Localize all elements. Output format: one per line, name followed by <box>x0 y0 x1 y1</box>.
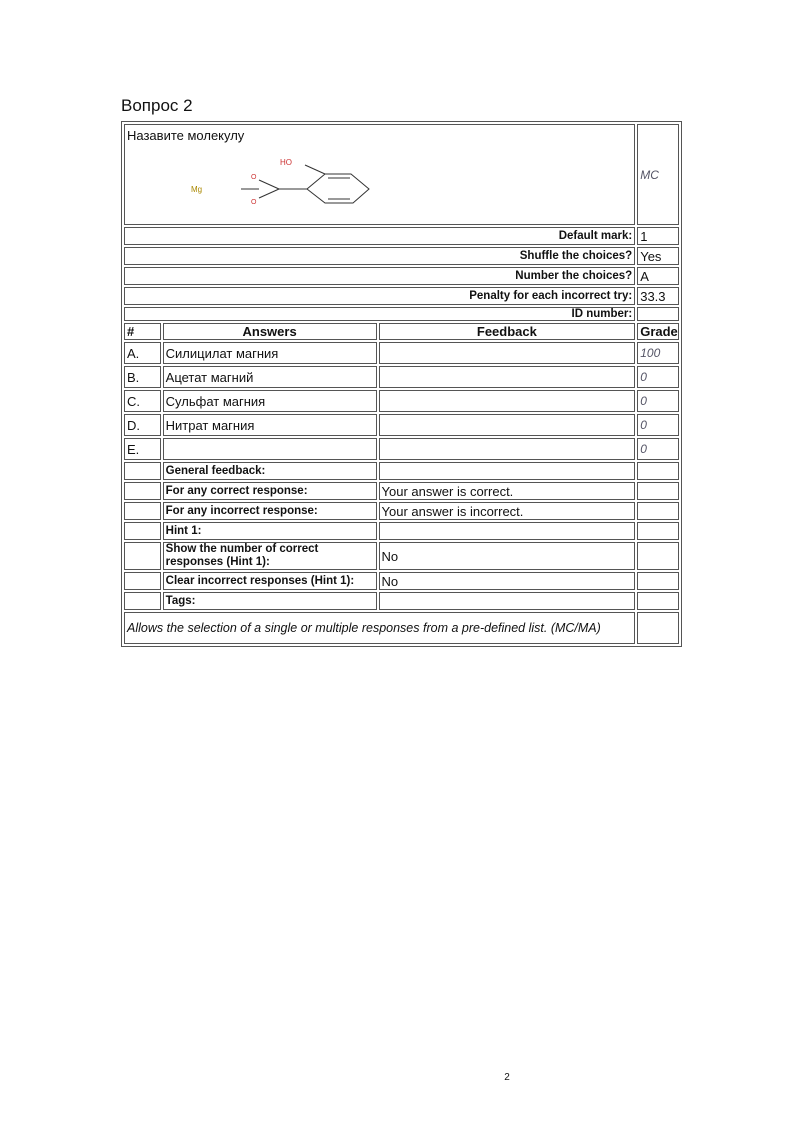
spacer-cell <box>637 462 679 480</box>
spacer-cell <box>637 572 679 590</box>
numbering-label: Number the choices? <box>124 267 635 285</box>
spacer-cell <box>124 522 161 540</box>
general-feedback-value <box>379 462 636 480</box>
spacer-cell <box>124 572 161 590</box>
answer-letter: C. <box>124 390 161 412</box>
answer-letter: E. <box>124 438 161 460</box>
header-feedback: Feedback <box>379 323 636 340</box>
spacer-cell <box>637 592 679 610</box>
spacer-cell <box>637 482 679 500</box>
answer-feedback <box>379 390 636 412</box>
incorrect-feedback-value: Your answer is incorrect. <box>379 502 636 520</box>
id-number-label: ID number: <box>124 307 635 321</box>
general-feedback-label: General feedback: <box>163 462 377 480</box>
id-number-value <box>637 307 679 321</box>
answer-text: Силицилат магния <box>163 342 377 364</box>
numbering-value: A <box>637 267 679 285</box>
answer-letter: D. <box>124 414 161 436</box>
question-type: MC <box>637 124 679 225</box>
molecule-image <box>183 153 383 213</box>
show-correct-count-value: No <box>379 542 636 570</box>
shuffle-value: Yes <box>637 247 679 265</box>
answer-text: Ацетат магний <box>163 366 377 388</box>
answer-grade: 0 <box>637 438 679 460</box>
answer-row <box>124 414 679 436</box>
question-text: Назавите молекулу <box>127 128 245 143</box>
header-grade: Grade <box>637 323 679 340</box>
spacer-cell <box>124 502 161 520</box>
answer-row <box>124 390 679 412</box>
header-num: # <box>124 323 161 340</box>
default-mark-value: 1 <box>637 227 679 245</box>
hydroxyl-label: HO <box>280 158 292 167</box>
incorrect-feedback-label: For any incorrect response: <box>163 502 377 520</box>
answer-grade: 0 <box>637 366 679 388</box>
penalty-value: 33.3 <box>637 287 679 305</box>
correct-feedback-value: Your answer is correct. <box>379 482 636 500</box>
spacer-cell <box>637 522 679 540</box>
answer-feedback <box>379 366 636 388</box>
answer-letter: A. <box>124 342 161 364</box>
spacer-cell <box>637 542 679 570</box>
tags-value <box>379 592 636 610</box>
show-correct-count-label: Show the number of correct responses (Hint 1): <box>163 542 377 570</box>
header-answers: Answers <box>163 323 377 340</box>
spacer-cell <box>637 502 679 520</box>
answer-feedback <box>379 438 636 460</box>
question-text-cell <box>124 124 635 225</box>
answer-grade: 0 <box>637 390 679 412</box>
answer-letter: B. <box>124 366 161 388</box>
question-title: Вопрос 2 <box>121 96 193 115</box>
shuffle-label: Shuffle the choices? <box>124 247 635 265</box>
question-type-description: Allows the selection of a single or multiple responses from a pre-defined list. (MC/MA) <box>124 612 635 644</box>
hint-label: Hint 1: <box>163 522 377 540</box>
hint-value <box>379 522 636 540</box>
tags-label: Tags: <box>163 592 377 610</box>
spacer-cell <box>124 462 161 480</box>
clear-incorrect-label: Clear incorrect responses (Hint 1): <box>163 572 377 590</box>
answer-row <box>124 438 679 460</box>
clear-incorrect-value: No <box>379 572 636 590</box>
spacer-cell <box>637 612 679 644</box>
answer-grade: 100 <box>637 342 679 364</box>
magnesium-label: Mg <box>191 185 203 194</box>
oxygen-top-label: O <box>251 174 257 181</box>
spacer-cell <box>124 542 161 570</box>
oxygen-bottom-label: O <box>251 199 257 206</box>
answer-row <box>124 342 679 364</box>
answer-row <box>124 366 679 388</box>
page-number: 2 <box>504 1072 510 1083</box>
spacer-cell <box>124 482 161 500</box>
correct-feedback-label: For any correct response: <box>163 482 377 500</box>
answer-feedback <box>379 342 636 364</box>
answer-grade: 0 <box>637 414 679 436</box>
spacer-cell <box>124 592 161 610</box>
answer-text: Сульфат магния <box>163 390 377 412</box>
answer-text: Нитрат магния <box>163 414 377 436</box>
question-table <box>121 121 682 647</box>
answer-text <box>163 438 377 460</box>
penalty-label: Penalty for each incorrect try: <box>124 287 635 305</box>
default-mark-label: Default mark: <box>124 227 635 245</box>
answer-feedback <box>379 414 636 436</box>
